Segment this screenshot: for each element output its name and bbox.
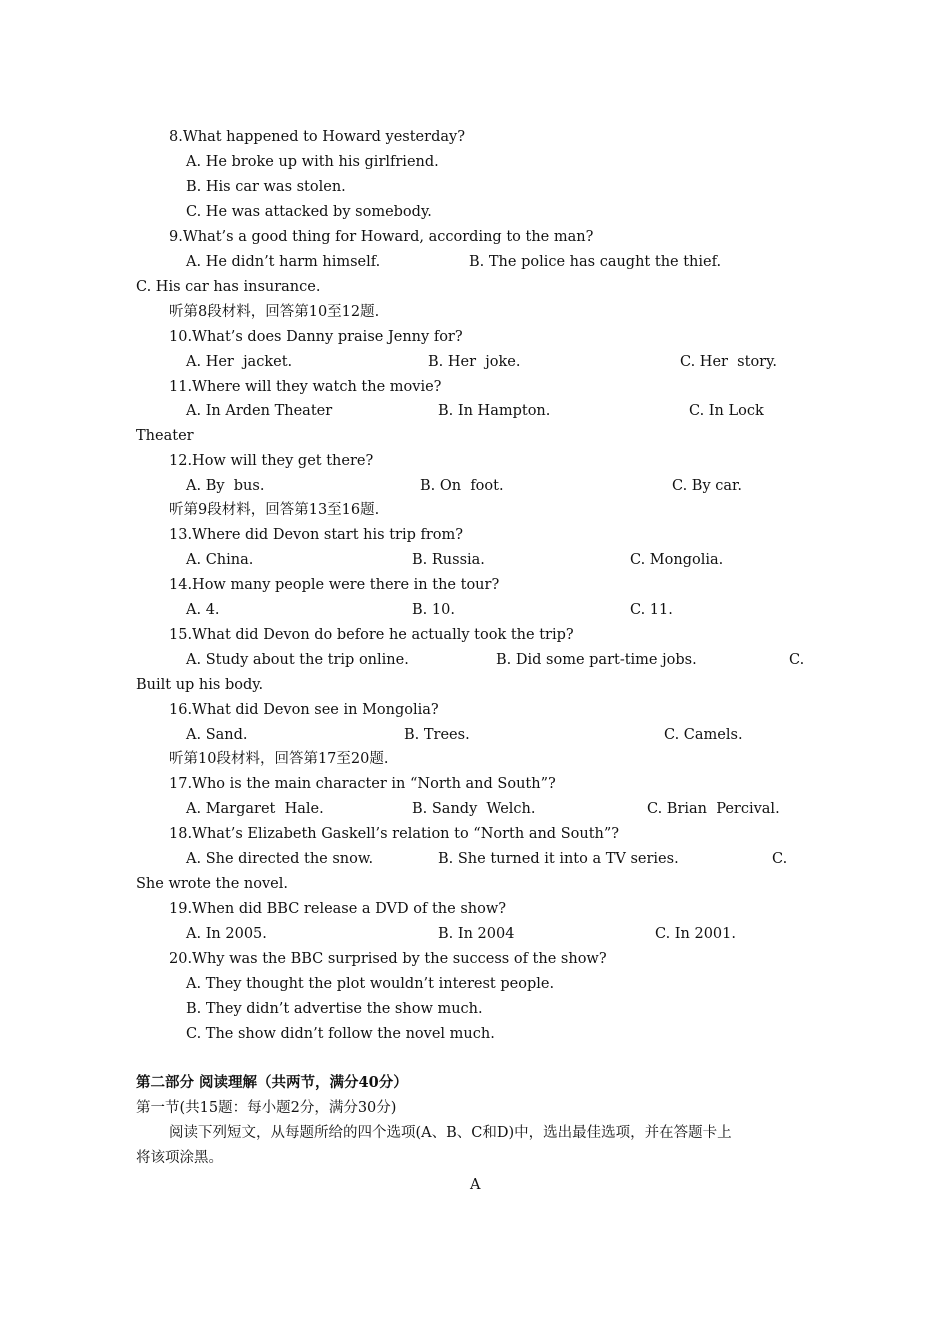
q18-option-c-continued: She wrote the novel.	[136, 876, 288, 892]
question-20: 20.Why was the BBC surprised by the success of the show?	[169, 951, 607, 967]
q11-option-b: B. In Hampton.	[438, 403, 551, 419]
q17-option-b: B. Sandy Welch.	[412, 801, 536, 817]
q18-option-b: B. She turned it into a TV series.	[438, 851, 679, 867]
question-12: 12.How will they get there?	[169, 453, 374, 469]
section-1-title: 第一节(共15题：每小题2分，满分30分)	[136, 1100, 397, 1116]
question-19: 19.When did BBC release a DVD of the show?	[169, 901, 507, 917]
q20-option-a: A. They thought the plot wouldn’t interest people.	[186, 976, 555, 992]
q17-option-a: A. Margaret Hale.	[186, 801, 324, 817]
question-10: 10.What’s does Danny praise Jenny for?	[169, 329, 463, 345]
q18-option-c: C.	[772, 851, 788, 867]
q9-option-a: A. He didn’t harm himself.	[186, 254, 381, 270]
q8-option-a: A. He broke up with his girlfriend.	[186, 154, 439, 170]
q20-option-b: B. They didn’t advertise the show much.	[186, 1001, 483, 1017]
q19-option-b: B. In 2004	[438, 926, 515, 942]
q12-option-b: B. On foot.	[420, 478, 504, 494]
question-18: 18.What’s Elizabeth Gaskell’s relation to “North and South”?	[169, 826, 620, 842]
q10-option-a: A. Her jacket.	[186, 354, 293, 370]
q10-option-c: C. Her story.	[680, 354, 777, 370]
q16-option-b: B. Trees.	[404, 727, 470, 743]
q11-option-a: A. In Arden Theater	[186, 403, 333, 419]
q8-option-b: B. His car was stolen.	[186, 179, 346, 195]
q11-option-c: C. In Lock	[689, 403, 764, 419]
question-9: 9.What’s a good thing for Howard, according to the man?	[169, 229, 594, 245]
q13-option-a: A. China.	[186, 552, 254, 568]
q9-option-c: C. His car has insurance.	[136, 279, 321, 295]
q15-option-a: A. Study about the trip online.	[186, 652, 409, 668]
section-10-instruction: 听第10段材料，回答第17至20题.	[169, 751, 389, 767]
q19-option-a: A. In 2005.	[186, 926, 267, 942]
q14-option-c: C. 11.	[630, 602, 673, 618]
q16-option-a: A. Sand.	[186, 727, 248, 743]
q18-option-a: A. She directed the snow.	[186, 851, 374, 867]
q15-option-c: C.	[789, 652, 805, 668]
q14-option-a: A. 4.	[186, 602, 220, 618]
q8-option-c: C. He was attacked by somebody.	[186, 204, 432, 220]
q19-option-c: C. In 2001.	[655, 926, 736, 942]
q15-option-b: B. Did some part-time jobs.	[496, 652, 697, 668]
q15-option-c-continued: Built up his body.	[136, 677, 264, 693]
q20-option-c: C. The show didn’t follow the novel much.	[186, 1026, 495, 1042]
q10-option-b: B. Her joke.	[428, 354, 521, 370]
question-11: 11.Where will they watch the movie?	[169, 379, 442, 395]
question-16: 16.What did Devon see in Mongolia?	[169, 702, 439, 718]
question-13: 13.Where did Devon start his trip from?	[169, 527, 464, 543]
question-14: 14.How many people were there in the tour?	[169, 577, 500, 593]
q13-option-b: B. Russia.	[412, 552, 485, 568]
part-2-title: 第二部分 阅读理解（共两节，满分40分）	[136, 1074, 408, 1091]
question-17: 17.Who is the main character in “North and South”?	[169, 776, 556, 792]
reading-instruction-line-2: 将该项涂黑。	[136, 1150, 223, 1166]
q17-option-c: C. Brian Percival.	[647, 801, 780, 817]
question-15: 15.What did Devon do before he actually took the trip?	[169, 627, 574, 643]
q16-option-c: C. Camels.	[664, 727, 743, 743]
q11-option-c-continued: Theater	[136, 428, 194, 444]
q12-option-c: C. By car.	[672, 478, 742, 494]
passage-label: A	[470, 1177, 481, 1193]
q13-option-c: C. Mongolia.	[630, 552, 724, 568]
q12-option-a: A. By bus.	[186, 478, 265, 494]
section-8-instruction: 听第8段材料，回答第10至12题.	[169, 304, 380, 320]
question-8: 8.What happened to Howard yesterday?	[169, 129, 465, 145]
q14-option-b: B. 10.	[412, 602, 455, 618]
section-9-instruction: 听第9段材料，回答第13至16题.	[169, 502, 380, 518]
q9-option-b: B. The police has caught the thief.	[469, 254, 722, 270]
reading-instruction-line-1: 阅读下列短文，从每题所给的四个选项(A、B、C和D)中，选出最佳选项，并在答题卡上	[169, 1125, 732, 1141]
